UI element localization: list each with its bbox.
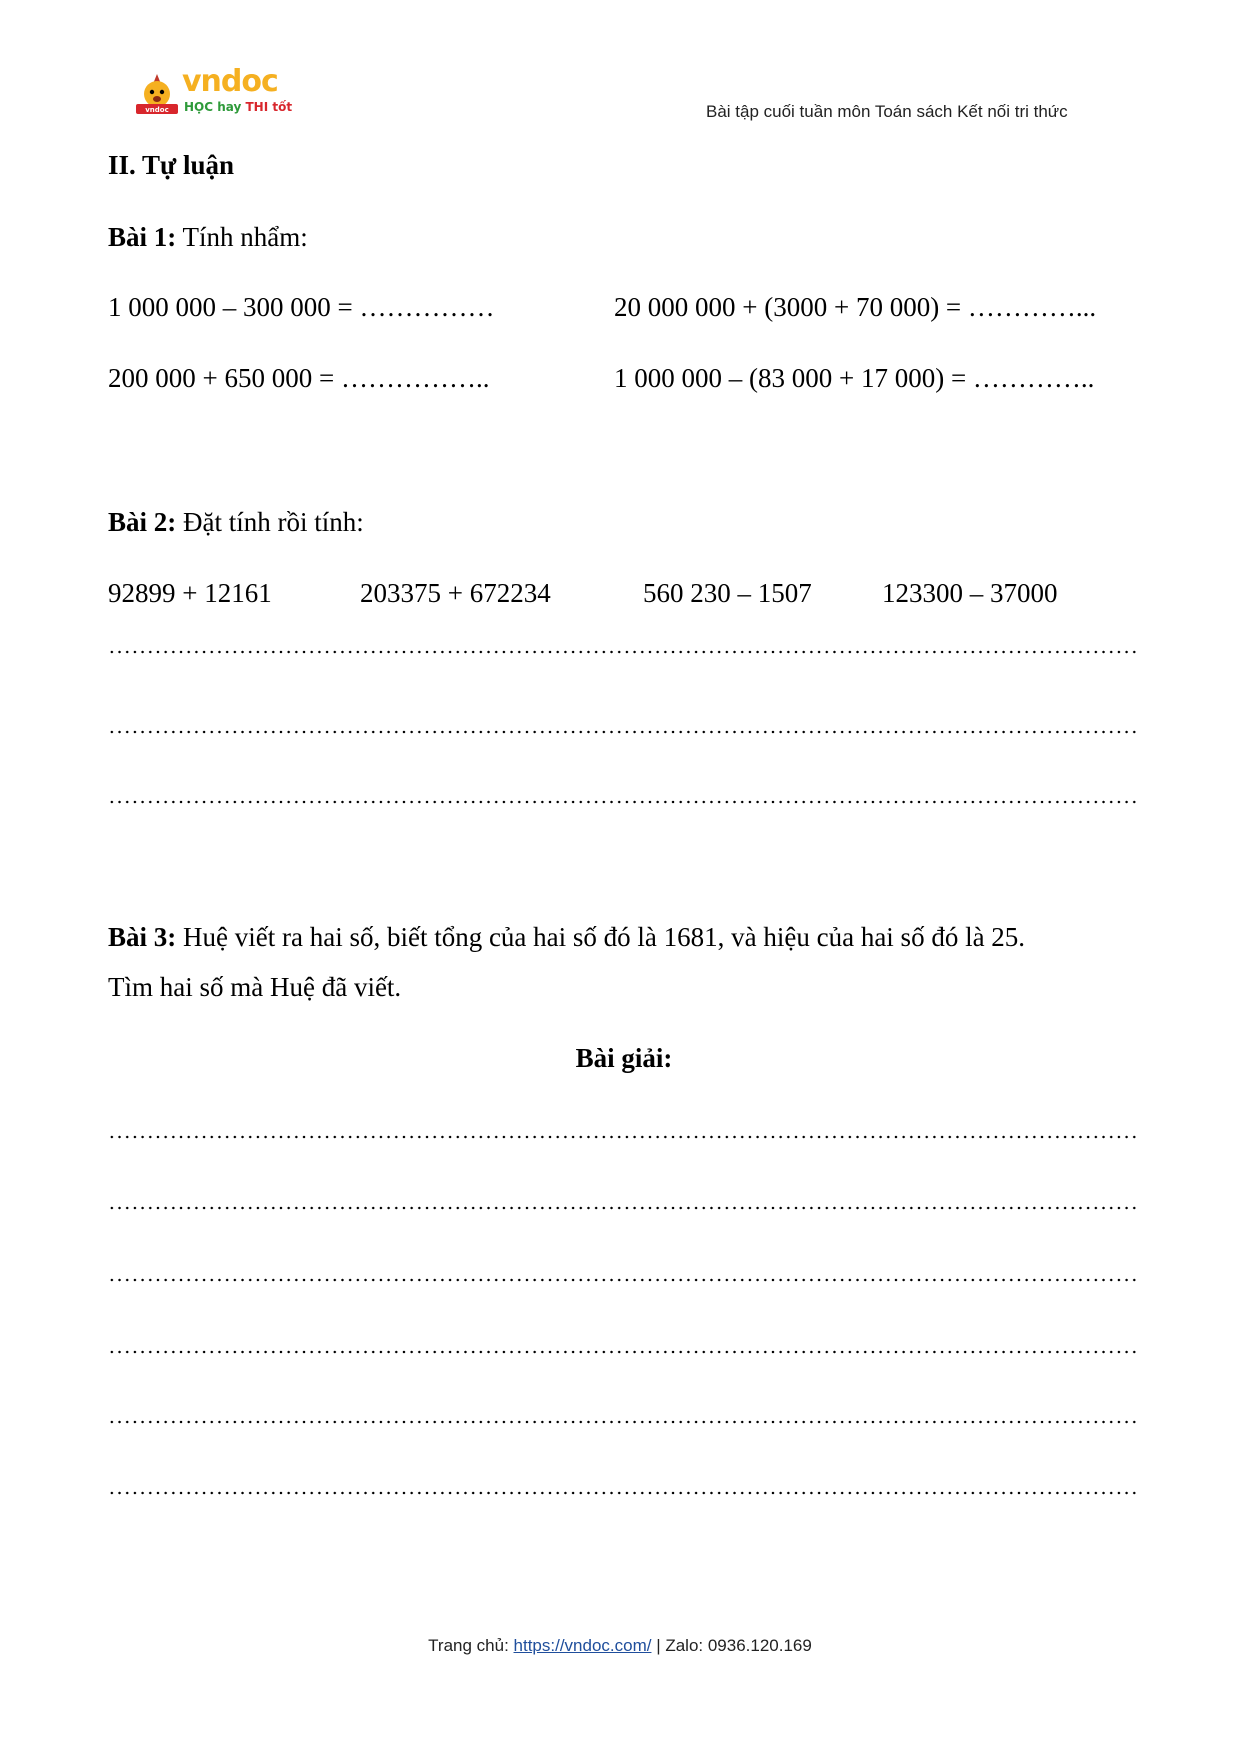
answer-line[interactable]: [108, 1135, 1136, 1139]
exercise-1-item: 20 000 000 + (3000 + 70 000) = …………...: [614, 292, 1097, 322]
exercise-2-item: 92899 + 12161: [108, 578, 272, 608]
answer-line[interactable]: [108, 800, 1136, 804]
exercise-2-instruction: Đặt tính rồi tính:: [176, 507, 364, 537]
exercise-2-item: 203375 + 672234: [360, 578, 551, 608]
answer-line[interactable]: [108, 1350, 1136, 1354]
exercise-3-heading: [108, 922, 1025, 953]
exercise-1-label: Bài 1:: [108, 222, 177, 252]
exercise-2-item: 123300 – 37000: [882, 578, 1058, 608]
exercise-2-heading: [108, 507, 364, 538]
exercise-1-item: 200 000 + 650 000 = ……………..: [108, 363, 490, 393]
answer-line[interactable]: [108, 1420, 1136, 1424]
footer-prefix: Trang chủ:: [428, 1636, 514, 1655]
answer-line[interactable]: [108, 1491, 1136, 1495]
document-header-title: Bài tập cuối tuần môn Toán sách Kết nối tri thức: [706, 102, 1068, 121]
answer-line[interactable]: [108, 1278, 1136, 1282]
footer-contact: | Zalo: 0936.120.169: [651, 1636, 812, 1655]
vndoc-logo: [134, 64, 293, 120]
exercise-1-instruction: Tính nhẩm:: [176, 222, 308, 252]
exercise-1-heading: [108, 222, 308, 253]
exercise-3-text-line2: Tìm hai số mà Huệ đã viết.: [108, 972, 402, 1002]
logo-slogan: HỌC hay THI tốt: [184, 100, 293, 114]
exercise-2-label: Bài 2:: [108, 507, 177, 537]
exercise-3-label: Bài 3:: [108, 922, 177, 952]
section-title: II. Tự luận: [108, 150, 235, 180]
exercise-1-item: 1 000 000 – (83 000 + 17 000) = …………..: [614, 363, 1095, 393]
solution-heading: Bài giải:: [575, 1043, 673, 1073]
exercise-3-text: Huệ viết ra hai số, biết tổng của hai số đó là 1681, và hiệu của hai số đó là 25.: [176, 922, 1026, 952]
answer-line[interactable]: [108, 650, 1136, 654]
exercise-1-item: 1 000 000 – 300 000 = ……………: [108, 292, 495, 322]
page-footer: [0, 1636, 1240, 1656]
answer-line[interactable]: [108, 1206, 1136, 1210]
svg-text:vndoc: vndoc: [145, 106, 169, 114]
answer-line[interactable]: [108, 730, 1136, 734]
homepage-link[interactable]: https://vndoc.com/: [513, 1636, 652, 1655]
mascot-icon: [134, 72, 180, 118]
exercise-2-item: 560 230 – 1507: [643, 578, 812, 608]
logo-brand: vndoc: [182, 64, 278, 99]
